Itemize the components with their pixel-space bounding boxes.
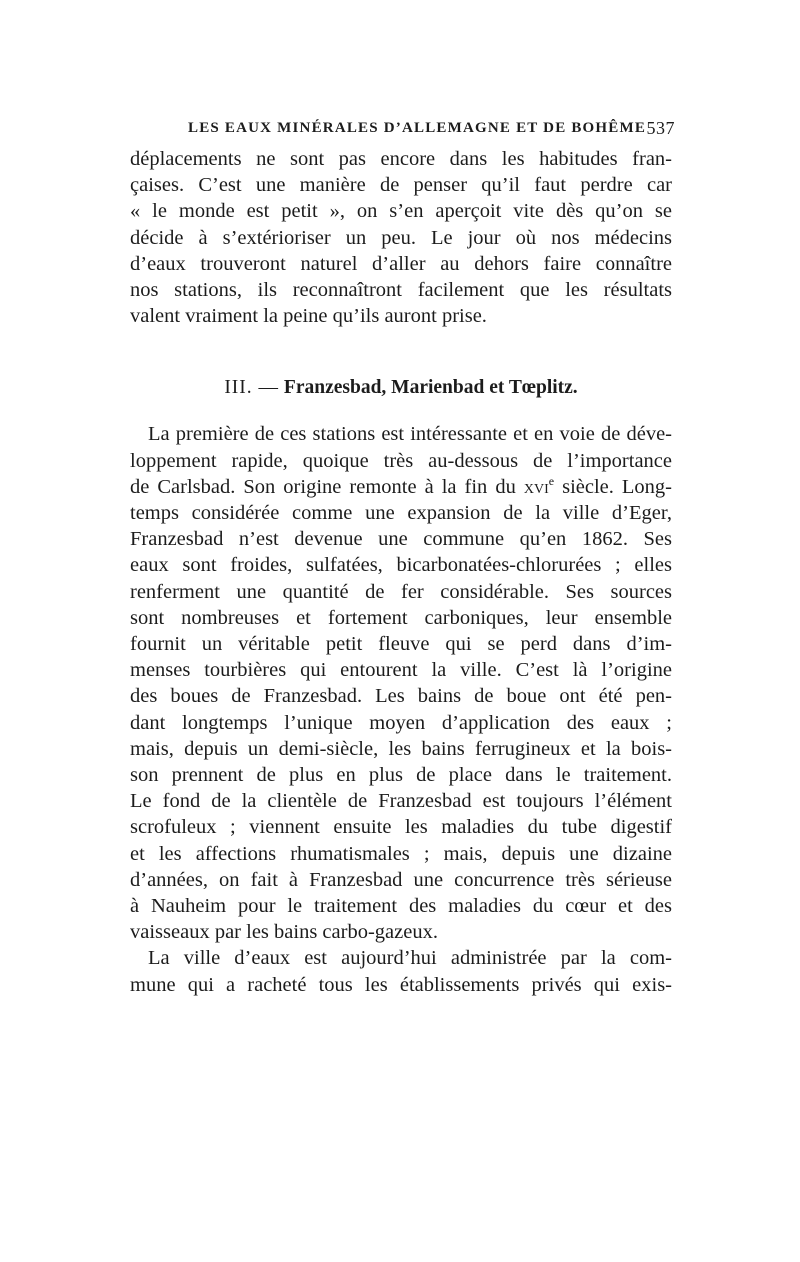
- section-title: Franzesbad, Marienbad et Tœplitz.: [283, 377, 578, 399]
- running-head: [130, 112, 675, 146]
- text-line: menses tourbières qui entourent la ville. C’est là l’origine: [130, 659, 672, 682]
- text-line: Franzesbad n’est devenue une commune qu’en 1862. Ses: [130, 528, 672, 551]
- text-line: eaux sont froides, sulfatées, bicarbonatées-chlorurées ; elles: [130, 554, 672, 577]
- text-line: scrofuleux ; viennent ensuite les maladies du tube digestif: [130, 816, 672, 839]
- text-line-with-century: [130, 474, 672, 500]
- paragraph-3: [130, 945, 672, 997]
- text-line: des boues de Franzesbad. Les bains de boue ont été pen-: [130, 685, 672, 708]
- text-line: La première de ces stations est intéressante et en voie de déve-: [148, 423, 672, 446]
- text-line: dant longtemps l’unique moyen d’application des eaux ;: [130, 711, 672, 734]
- text-line: Le fond de la clientèle de Franzesbad est toujours l’élément: [130, 790, 672, 813]
- text-fragment: siècle. Long-: [554, 475, 673, 498]
- section-number: III. —: [224, 377, 280, 399]
- text-fragment: de Carlsbad. Son origine remonte à la fin du: [130, 475, 516, 498]
- page-number: 537: [646, 118, 675, 138]
- text-line: mune qui a racheté tous les établissements privés qui exis-: [130, 973, 672, 996]
- text-line: La ville d’eaux est aujourd’hui administrée par la com-: [148, 947, 672, 970]
- text-line: à Nauheim pour le traitement des maladies du cœur et des: [130, 895, 672, 918]
- text-line: et les affections rhumatismales ; mais, depuis une dizaine: [130, 842, 672, 865]
- text-line: temps considérée comme une expansion de la ville d’Eger,: [130, 502, 672, 525]
- text-line: d’années, on fait à Franzesbad une concurrence très sérieuse: [130, 868, 672, 891]
- text-line: fournit un véritable petit fleuve qui se perd dans d’im-: [130, 633, 672, 656]
- section-heading: [130, 377, 672, 399]
- text-line: nos stations, ils reconnaîtront facilement que les résultats: [130, 279, 672, 302]
- text-line: d’eaux trouveront naturel d’aller au dehors faire connaître: [130, 252, 672, 275]
- text-line: sont nombreuses et fortement carboniques, leur ensemble: [130, 606, 672, 629]
- running-title: LES EAUX MINÉRALES D’ALLEMAGNE ET DE BOHÊME: [188, 120, 647, 136]
- text-line: « le monde est petit », on s’en aperçoit vite dès qu’on se: [130, 200, 672, 223]
- century-numeral: xvi: [523, 475, 549, 498]
- text-line: mais, depuis un demi-siècle, les bains ferrugineux et la bois-: [130, 737, 672, 760]
- text-line: çaises. C’est une manière de penser qu’il faut perdre car: [130, 174, 672, 197]
- text-line: loppement rapide, quoique très au-dessous de l’importance: [130, 449, 672, 472]
- paragraph-2: [130, 421, 672, 945]
- century-superscript: e: [548, 474, 555, 488]
- text-line: valent vraiment la peine qu’ils auront prise.: [130, 305, 487, 328]
- text-line: renferment une quantité de fer considérable. Ses sources: [130, 580, 672, 603]
- text-line: décide à s’extérioriser un peu. Le jour où nos médecins: [130, 226, 672, 249]
- text-line: déplacements ne sont pas encore dans les habitudes fran-: [130, 148, 672, 170]
- paragraph-1: [130, 146, 672, 329]
- text-line: son prennent de plus en plus de place dans le traitement.: [130, 764, 672, 787]
- text-line: vaisseaux par les bains carbo-gazeux.: [130, 921, 438, 944]
- book-page: [130, 112, 675, 998]
